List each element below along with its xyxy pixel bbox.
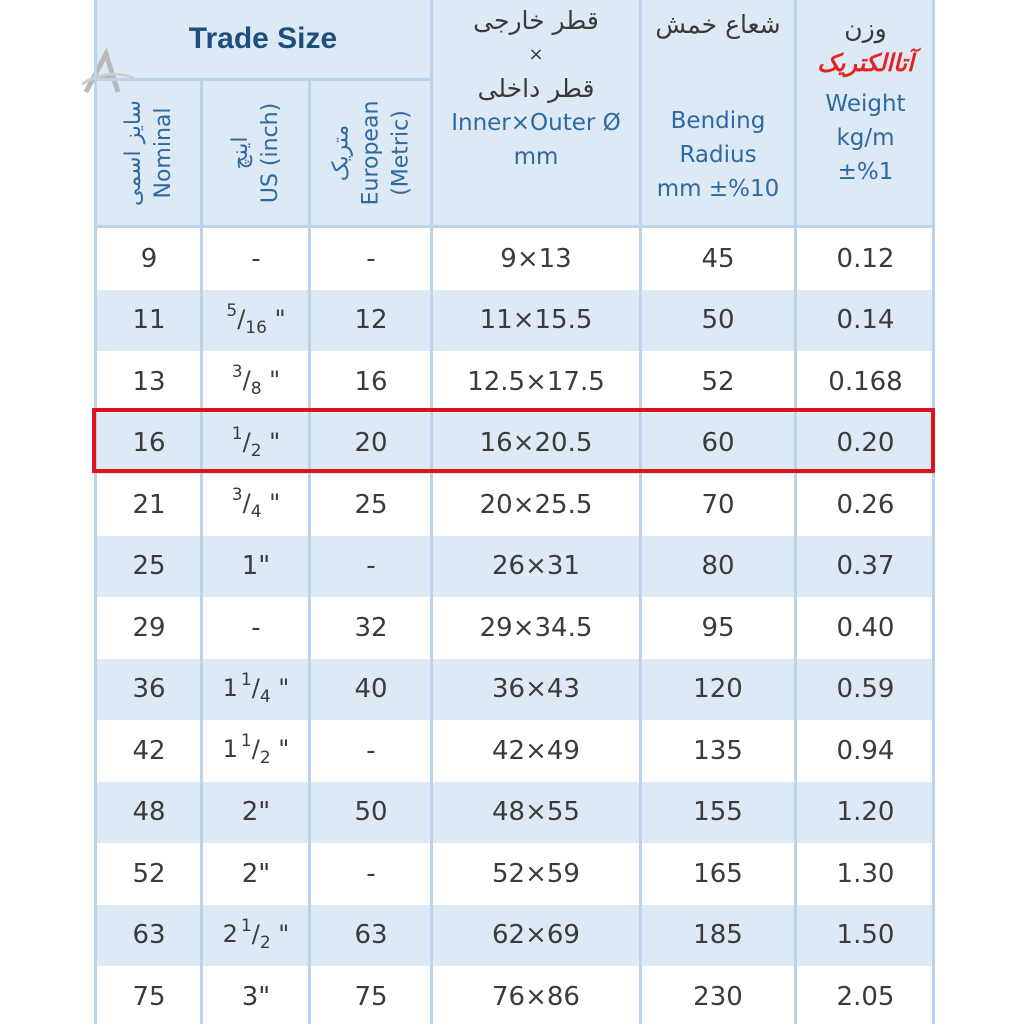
table-row <box>96 720 934 781</box>
nominal-cell: 63 <box>132 920 166 950</box>
us-inch-value: 1" <box>241 551 271 581</box>
weight-header-en1: Weight <box>825 91 906 117</box>
nominal-cell: 16 <box>132 428 166 458</box>
bending-header-en3: mm ±%10 <box>656 176 780 202</box>
table-row <box>96 905 934 966</box>
us-header-en: US (inch) <box>257 102 283 204</box>
weight-header <box>797 0 934 240</box>
us-inch-numerator: 1 <box>240 669 252 690</box>
us-inch-cell <box>203 351 309 412</box>
weight-cell: 0.37 <box>836 551 895 581</box>
weight-cell: 0.40 <box>836 612 895 643</box>
bending-header-fa: شعاع خمش <box>655 10 781 39</box>
fraction-slash: / <box>251 735 260 764</box>
us-inch-cell <box>203 966 309 1027</box>
bending-radius-cell: 45 <box>701 243 735 274</box>
inch-mark: " <box>261 366 281 395</box>
weight-header-en3: ±%1 <box>837 159 894 185</box>
nominal-cell: 75 <box>132 981 166 1012</box>
diameter-header-x: × <box>528 44 544 65</box>
us-inch-value: - <box>251 243 261 274</box>
us-inch-cell <box>203 720 309 781</box>
european-cell: 20 <box>354 428 388 458</box>
us-inch-cell <box>203 843 309 904</box>
nominal-cell: 13 <box>132 366 166 397</box>
weight-cell: 0.59 <box>836 674 895 704</box>
table-row <box>96 536 934 597</box>
us-inch-numerator: 1 <box>240 731 252 752</box>
diameter-cell: 76×86 <box>492 981 580 1012</box>
inch-mark: " <box>261 427 281 456</box>
inch-mark: " <box>270 673 290 702</box>
diameter-cell: 12.5×17.5 <box>467 366 605 397</box>
diameter-cell: 20×25.5 <box>479 489 593 520</box>
us-inch-denominator: 2 <box>259 932 271 953</box>
us-inch-fraction <box>222 915 290 953</box>
table-row <box>96 782 934 843</box>
table-row <box>96 351 934 412</box>
nominal-cell: 48 <box>132 797 166 827</box>
nominal-cell: 42 <box>132 735 166 766</box>
us-inch-cell <box>203 474 309 535</box>
european-header-en2: (Metric) <box>387 110 413 196</box>
us-inch-denominator: 4 <box>250 501 262 522</box>
weight-cell: 0.168 <box>828 366 903 397</box>
bending-radius-cell: 120 <box>693 674 743 704</box>
us-inch-fraction <box>222 669 290 707</box>
us-inch-cell <box>203 905 309 966</box>
weight-cell: 2.05 <box>836 981 895 1012</box>
diameter-cell: 52×59 <box>492 858 580 889</box>
us-inch-numerator: 3 <box>231 485 243 506</box>
weight-cell: 0.20 <box>836 428 895 458</box>
diameter-cell: 62×69 <box>492 920 580 950</box>
bending-radius-cell: 230 <box>693 981 743 1012</box>
brand-logo: آتاالکتریک <box>817 49 914 77</box>
nominal-cell: 11 <box>132 305 166 335</box>
us-inch-fraction <box>223 733 290 768</box>
fraction-slash: / <box>242 427 251 456</box>
us-inch-fraction <box>232 364 280 399</box>
us-inch-denominator: 16 <box>245 317 267 338</box>
diameter-header <box>433 0 639 230</box>
fraction-slash: / <box>237 304 246 333</box>
fraction-slash: / <box>242 366 251 395</box>
nominal-header-fa: سایز اسمی <box>121 100 146 206</box>
diameter-cell: 11×15.5 <box>479 305 593 335</box>
european-header-fa: متریک <box>327 124 353 182</box>
bending-radius-cell: 70 <box>701 489 735 520</box>
diameter-cell: 42×49 <box>492 735 580 766</box>
bending-header-en2: Radius <box>679 142 757 168</box>
table-row <box>96 966 934 1027</box>
weight-cell: 1.30 <box>836 858 895 889</box>
table-row <box>96 843 934 904</box>
diameter-header-en2: mm <box>513 144 559 170</box>
weight-header-en2: kg/m <box>836 125 895 151</box>
diameter-header-en1: Inner×Outer Ø <box>451 110 621 136</box>
us-inch-whole: 2 <box>222 919 238 948</box>
us-inch-numerator: 1 <box>240 915 252 936</box>
european-cell: - <box>366 735 376 766</box>
us-inch-cell <box>203 536 309 597</box>
us-inch-value: 3" <box>241 981 271 1012</box>
us-inch-denominator: 2 <box>250 440 262 461</box>
table-row <box>96 228 934 289</box>
european-cell: - <box>366 243 376 274</box>
european-header <box>311 80 431 226</box>
diameter-cell: 36×43 <box>492 674 580 704</box>
european-cell: 50 <box>354 797 388 827</box>
bending-radius-cell: 165 <box>693 858 743 889</box>
us-inch-denominator: 2 <box>259 747 271 768</box>
diameter-cell: 29×34.5 <box>479 612 593 643</box>
european-cell: 75 <box>354 981 388 1012</box>
inch-mark: " <box>270 735 290 764</box>
bending-radius-cell: 95 <box>701 612 735 643</box>
bending-radius-cell: 60 <box>701 428 735 458</box>
european-cell: 25 <box>354 489 388 520</box>
table-row <box>96 474 934 535</box>
nominal-cell: 21 <box>132 489 166 520</box>
bending-radius-cell: 52 <box>701 366 735 397</box>
weight-cell: 0.26 <box>836 489 895 520</box>
european-cell: 12 <box>354 305 388 335</box>
diameter-header-fa2: قطر داخلی <box>477 74 595 103</box>
fraction-slash: / <box>251 673 260 702</box>
us-header <box>203 80 309 226</box>
us-inch-fraction <box>232 487 280 522</box>
nominal-cell: 25 <box>132 551 166 581</box>
table-row <box>96 597 934 658</box>
bending-radius-cell: 50 <box>701 305 735 335</box>
weight-cell: 0.12 <box>836 243 895 274</box>
us-inch-whole: 1 <box>222 735 238 764</box>
european-cell: 32 <box>354 612 388 643</box>
diameter-header-fa1: قطر خارجی <box>473 6 599 35</box>
bending-radius-cell: 185 <box>693 920 743 950</box>
us-header-fa: اینچ <box>227 136 253 170</box>
nominal-cell: 36 <box>132 674 166 704</box>
weight-cell: 1.50 <box>836 920 895 950</box>
fraction-slash: / <box>251 919 260 948</box>
us-inch-fraction <box>226 300 286 338</box>
weight-header-fa: وزن <box>844 14 887 43</box>
nominal-cell: 9 <box>140 243 158 274</box>
inch-mark: " <box>266 304 286 333</box>
us-inch-cell <box>203 228 309 289</box>
bending-header-en1: Bending <box>670 108 766 134</box>
nominal-header <box>96 80 202 226</box>
us-inch-cell <box>203 290 309 351</box>
weight-cell: 1.20 <box>836 797 895 827</box>
bending-radius-cell: 80 <box>701 551 735 581</box>
table-row <box>96 659 934 720</box>
trade-size-title: Trade Size <box>188 22 338 55</box>
us-inch-denominator: 4 <box>259 686 271 707</box>
european-header-en1: European <box>357 100 383 206</box>
highlighted-row-frame <box>92 408 935 473</box>
bending-header <box>642 0 794 234</box>
us-inch-denominator: 8 <box>250 378 262 399</box>
us-inch-numerator: 3 <box>231 362 243 383</box>
nominal-cell: 52 <box>132 858 166 889</box>
us-inch-value: - <box>251 612 261 643</box>
nominal-header-en: Nominal <box>151 107 176 199</box>
european-cell: 16 <box>354 366 388 397</box>
us-inch-value: 2" <box>241 797 271 827</box>
inch-mark: " <box>261 489 281 518</box>
weight-cell: 0.94 <box>836 735 895 766</box>
us-inch-cell <box>203 597 309 658</box>
european-cell: 63 <box>354 920 388 950</box>
us-inch-whole: 1 <box>222 673 238 702</box>
fraction-slash: / <box>242 489 251 518</box>
table-row <box>96 290 934 351</box>
diameter-cell: 26×31 <box>492 551 580 581</box>
european-cell: - <box>366 858 376 889</box>
us-inch-value: 2" <box>241 858 271 889</box>
diameter-cell: 48×55 <box>492 797 580 827</box>
us-inch-cell <box>203 782 309 843</box>
european-cell: 40 <box>354 674 388 704</box>
bending-radius-cell: 155 <box>693 797 743 827</box>
weight-cell: 0.14 <box>836 305 895 335</box>
us-inch-numerator: 1 <box>231 423 243 444</box>
diameter-cell: 16×20.5 <box>479 428 593 458</box>
us-inch-numerator: 5 <box>226 300 238 321</box>
bending-radius-cell: 135 <box>693 735 743 766</box>
us-inch-cell <box>203 659 309 720</box>
inch-mark: " <box>270 919 290 948</box>
diameter-cell: 9×13 <box>500 243 572 274</box>
european-cell: - <box>366 551 376 581</box>
nominal-cell: 29 <box>132 612 166 643</box>
